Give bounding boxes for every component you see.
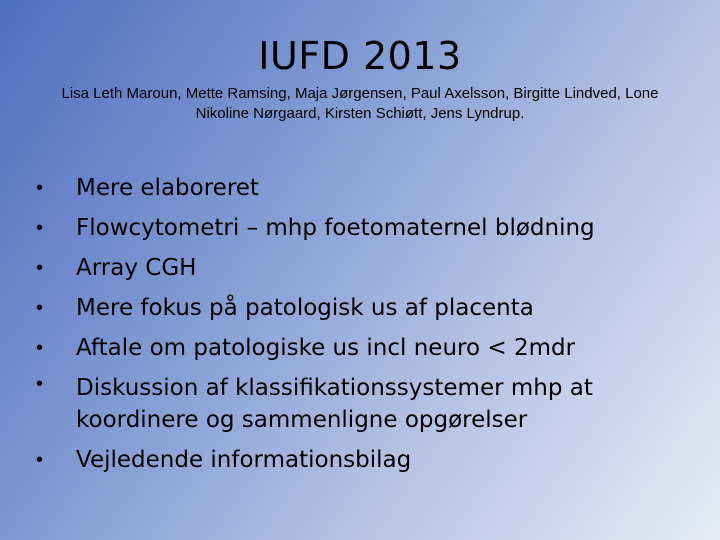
bullet-text: Array CGH	[76, 255, 197, 281]
bullet-item	[36, 248, 696, 288]
bullet-text: Aftale om patologiske us incl neuro < 2mdr	[76, 335, 576, 361]
bullet-text: Vejledende informationsbilag	[76, 447, 412, 473]
bullet-text: Mere fokus på patologisk us af placenta	[76, 295, 534, 321]
bullet-list	[36, 168, 696, 480]
bullet-icon: •	[36, 337, 44, 359]
bullet-text: Mere elaboreret	[76, 175, 259, 201]
bullet-icon: •	[36, 217, 44, 239]
bullet-item	[36, 440, 696, 480]
bullet-text: Flowcytometri – mhp foetomaternel blødning	[76, 215, 595, 241]
bullet-item	[36, 168, 696, 208]
bullet-text: Diskussion af klassifikationssystemer mhp at koordinere og sammenligne opgørelser	[76, 375, 593, 433]
bullet-icon: •	[36, 449, 44, 471]
bullet-item	[36, 288, 696, 328]
bullet-icon: •	[36, 297, 44, 319]
bullet-item	[36, 208, 696, 248]
slide-title: IUFD 2013	[258, 34, 462, 78]
bullet-item	[36, 368, 696, 440]
bullet-icon: •	[36, 373, 44, 395]
author-list: Lisa Leth Maroun, Mette Ramsing, Maja Jørgensen, Paul Axelsson, Birgitte Lindved, Lone Nikoline Nørgaard, Kirsten Schiøtt, Jens Lyndrup.	[61, 85, 659, 122]
bullet-icon: •	[36, 257, 44, 279]
bullet-item	[36, 328, 696, 368]
bullet-icon: •	[36, 177, 44, 199]
